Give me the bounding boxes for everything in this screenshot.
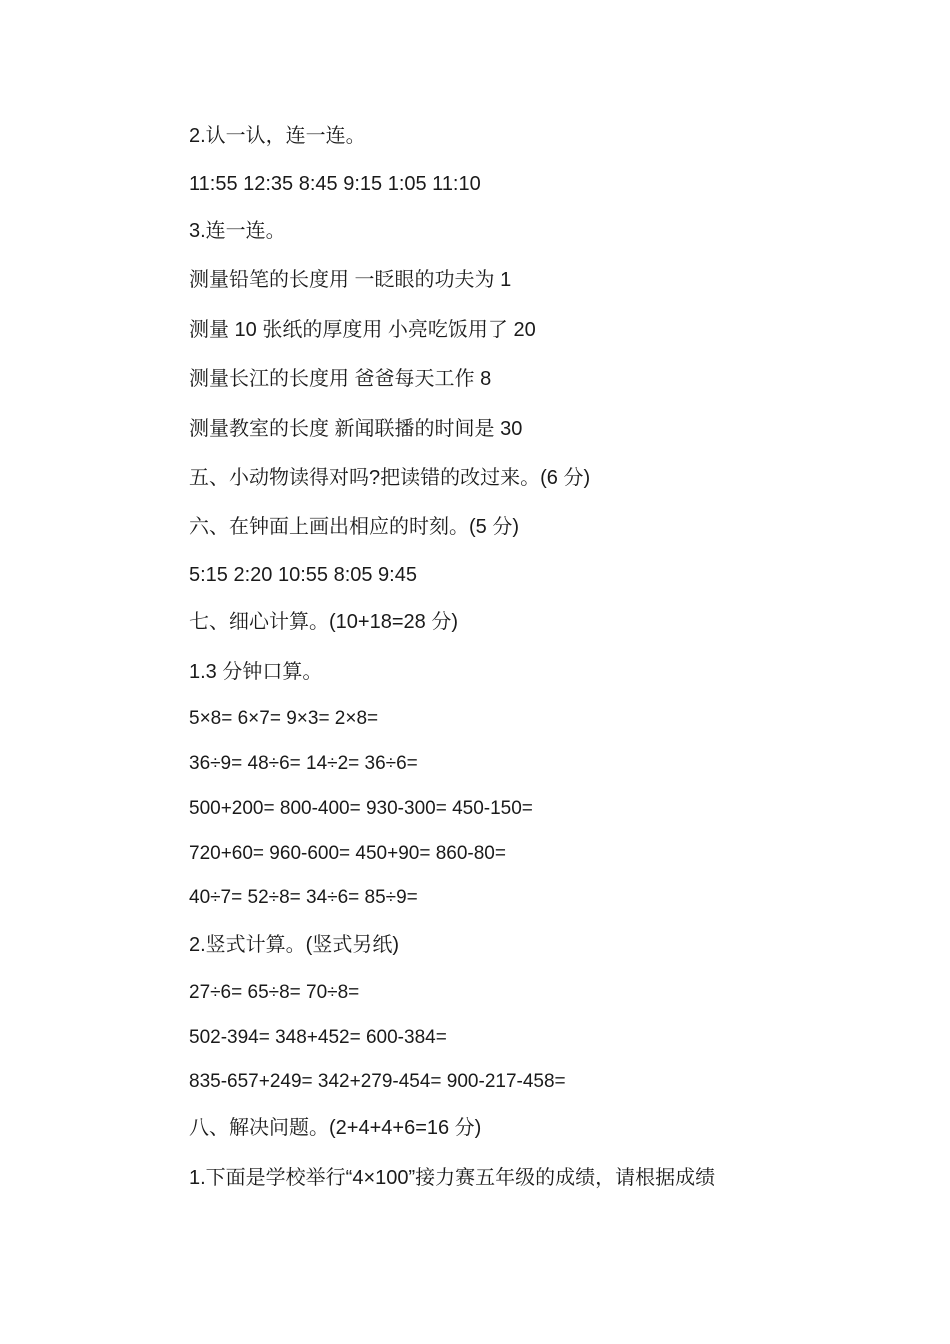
mental-math-row-4: 720+60= 960-600= 450+90= 860-80= [189,843,506,864]
question-3-heading: 3.连一连。 [189,220,286,242]
vertical-calc-row-2: 502-394= 348+452= 600-384= [189,1027,447,1048]
mental-math-row-5: 40÷7= 52÷8= 34÷6= 85÷9= [189,887,418,908]
vertical-calc-row-1: 27÷6= 65÷8= 70÷8= [189,982,360,1003]
question-2-heading: 2.认一认，连一连。 [189,125,366,147]
matching-row-2: 测量 10 张纸的厚度用 小亮吃饭用了 20 [189,319,536,341]
mental-math-heading: 1.3 分钟口算。 [189,661,323,683]
problem-1-text: 1.下面是学校举行“4×100”接力赛五年级的成绩，请根据成绩 [189,1167,716,1189]
mental-math-row-3: 500+200= 800-400= 930-300= 450-150= [189,798,533,819]
matching-row-3: 测量长江的长度用 爸爸每天工作 8 [189,368,492,390]
section-5-heading: 五、小动物读得对吗?把读错的改过来。(6 分) [189,467,591,489]
clock-drawing-times: 5:15 2:20 10:55 8:05 9:45 [189,564,417,586]
mental-math-row-2: 36÷9= 48÷6= 14÷2= 36÷6= [189,753,418,774]
section-8-heading: 八、解决问题。(2+4+4+6=16 分) [189,1117,482,1139]
mental-math-row-1: 5×8= 6×7= 9×3= 2×8= [189,708,379,729]
clock-times-list: 11:55 12:35 8:45 9:15 1:05 11:10 [189,173,481,195]
vertical-calc-row-3: 835-657+249= 342+279-454= 900-217-458= [189,1071,566,1092]
section-6-heading: 六、在钟面上画出相应的时刻。(5 分) [189,516,519,538]
section-7-heading: 七、细心计算。(10+18=28 分) [189,611,458,633]
vertical-calc-heading: 2.竖式计算。(竖式另纸) [189,934,399,956]
matching-row-1: 测量铅笔的长度用 一眨眼的功夫为 1 [189,269,512,291]
matching-row-4: 测量教室的长度 新闻联播的时间是 30 [189,418,523,440]
